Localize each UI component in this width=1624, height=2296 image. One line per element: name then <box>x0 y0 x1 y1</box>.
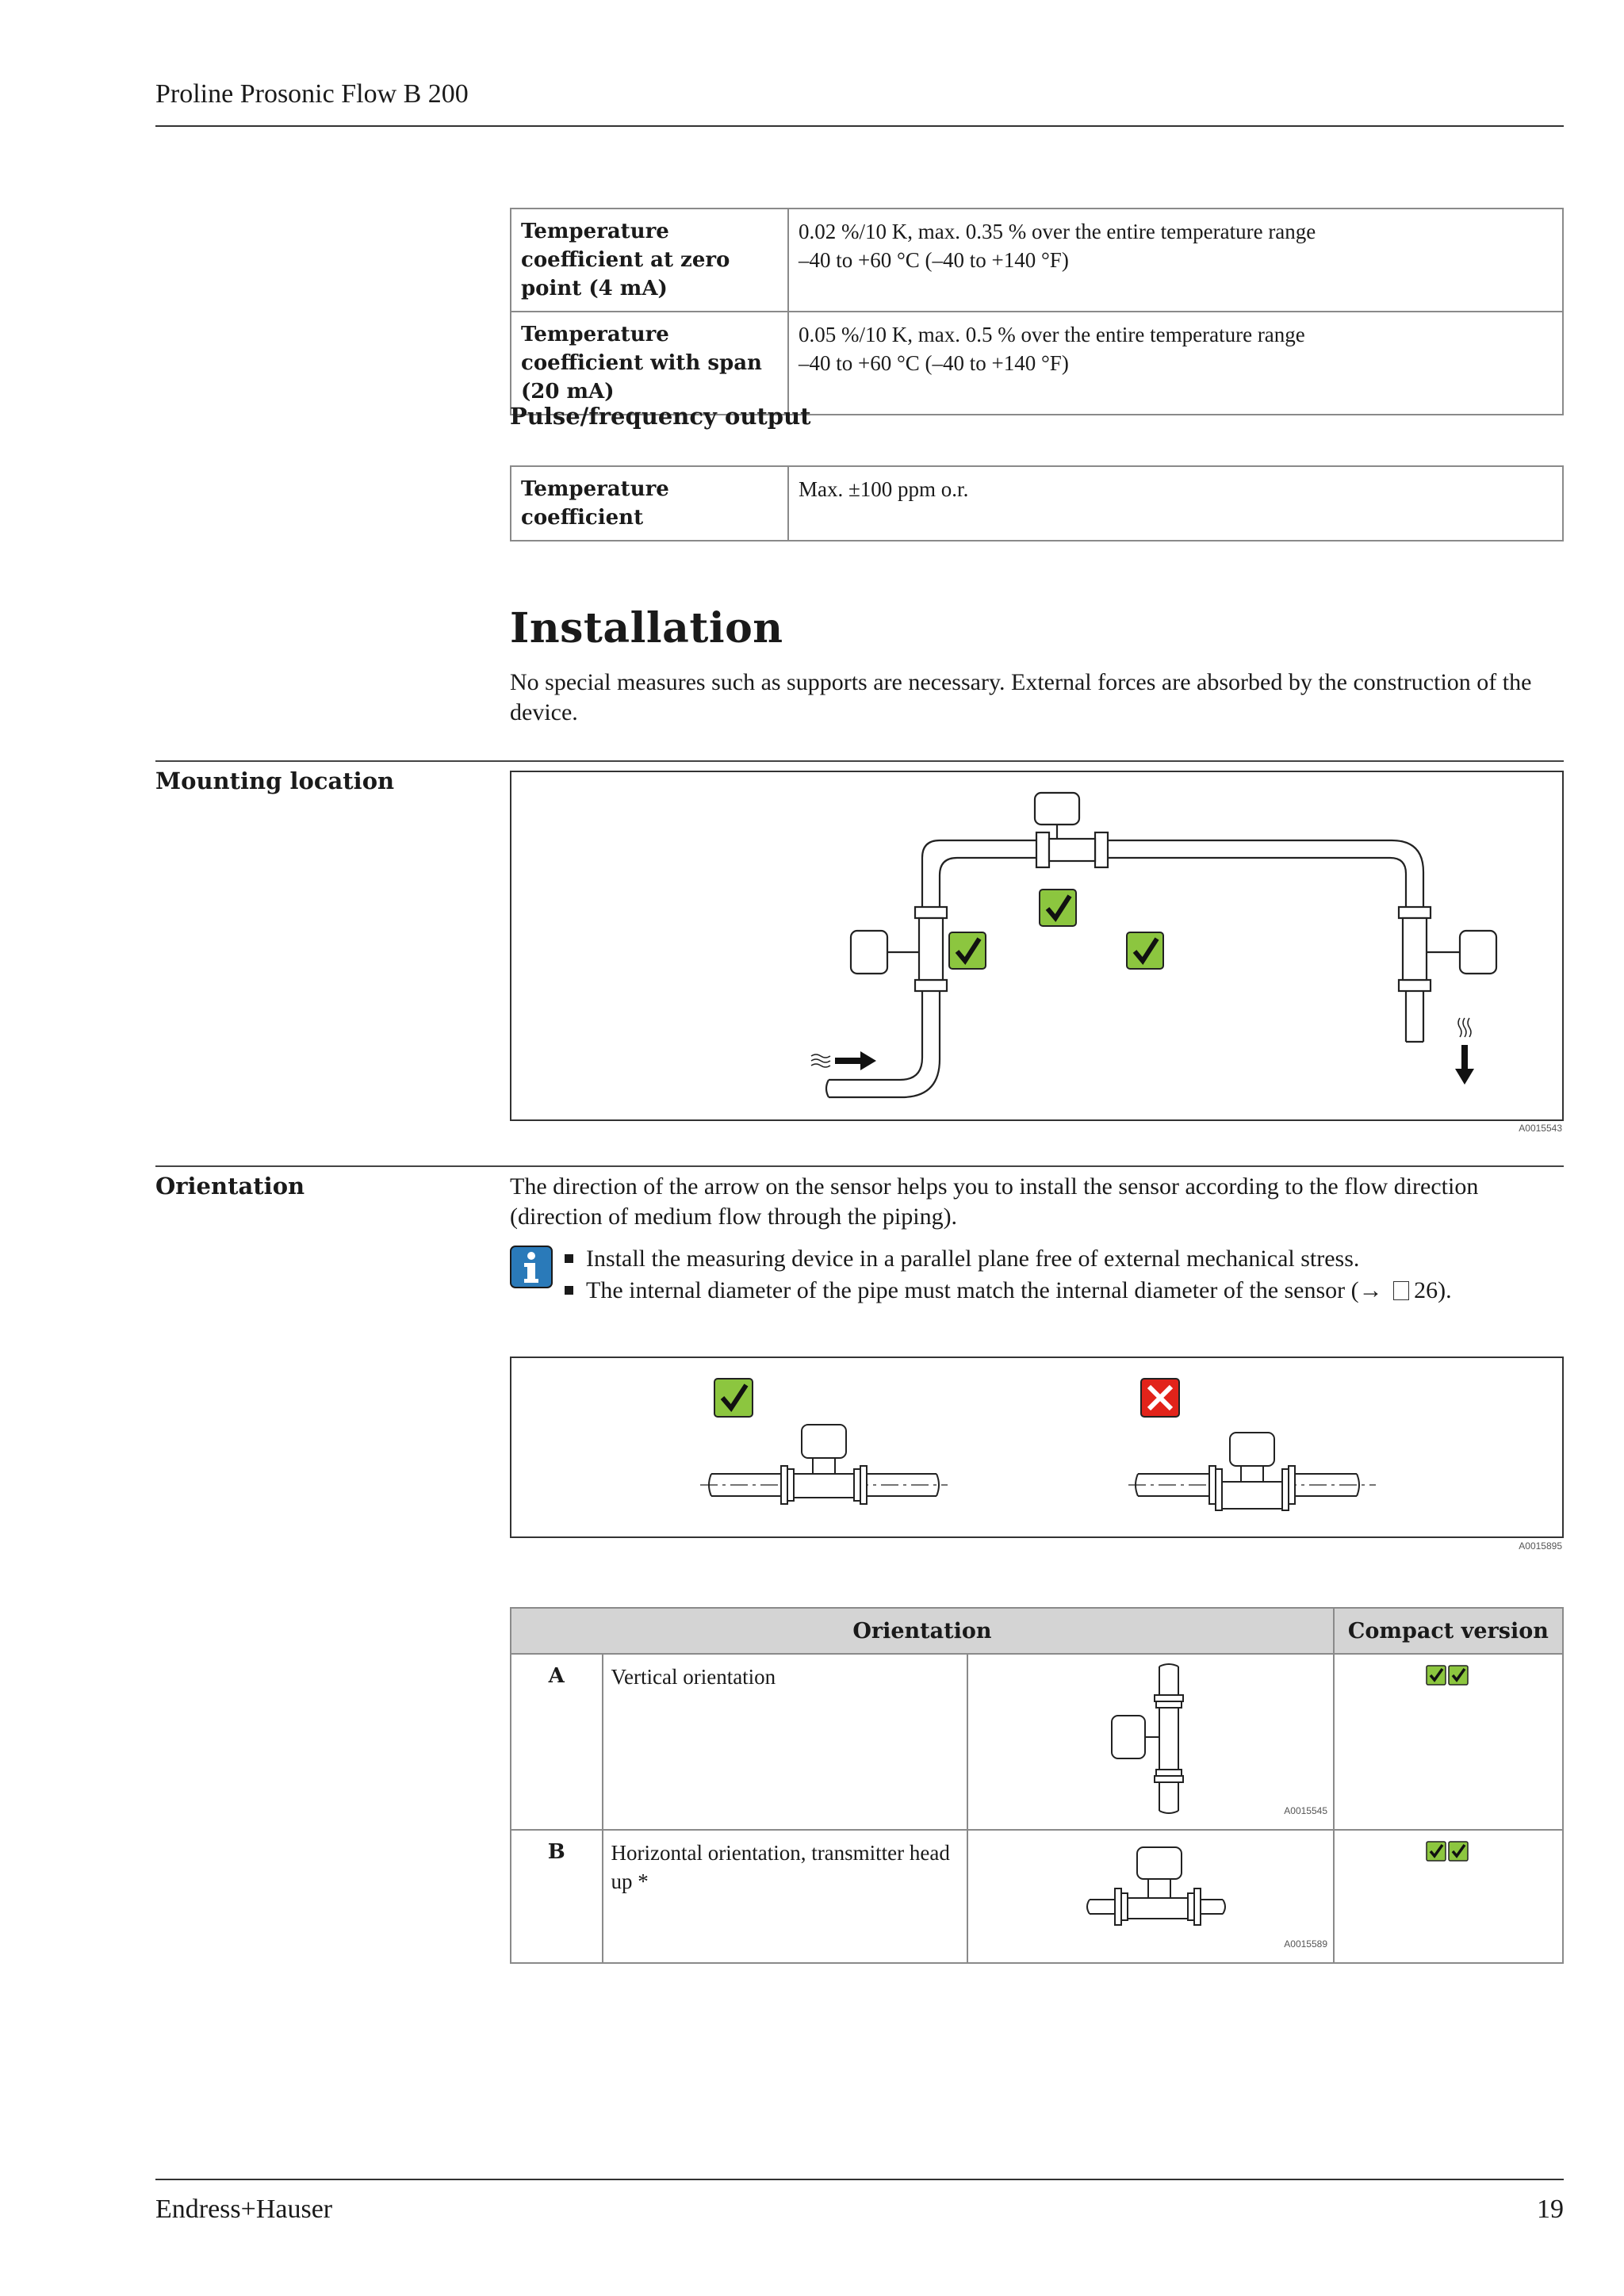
table-header-row <box>511 1608 1563 1654</box>
running-header-title: Proline Prosonic Flow B 200 <box>155 79 469 109</box>
table-row <box>511 466 1563 541</box>
column-header-orientation: Orientation <box>511 1608 1334 1654</box>
pulse-output-heading: Pulse/frequency output <box>510 403 811 430</box>
row-figure <box>967 1830 1334 1963</box>
double-check-icon <box>1425 1840 1471 1862</box>
page-icon <box>1393 1281 1409 1300</box>
info-icon <box>510 1246 553 1288</box>
list-item <box>565 1246 1359 1272</box>
bullet-text: Install the measuring device in a parallel plane free of external mechanical stress. <box>586 1246 1360 1272</box>
figure-code: A0015895 <box>1519 1540 1562 1552</box>
spec-value-line: 0.02 %/10 K, max. 0.35 % over the entire temperature range <box>799 220 1316 243</box>
table-row <box>511 312 1563 415</box>
row-figure <box>967 1654 1334 1830</box>
check-icon <box>714 1379 753 1417</box>
orientation-diagram <box>511 1358 1562 1536</box>
pulse-output-spec-table <box>510 465 1564 541</box>
row-letter: B <box>511 1830 603 1963</box>
spec-value-line: –40 to +60 °C (–40 to +140 °F) <box>799 351 1069 375</box>
bullet-icon <box>565 1286 573 1295</box>
current-output-spec-table <box>510 208 1564 415</box>
table-row <box>511 209 1563 312</box>
header-rule <box>155 125 1564 127</box>
mounting-location-figure <box>510 771 1564 1121</box>
compact-version-rating <box>1334 1654 1563 1830</box>
orientation-figure <box>510 1357 1564 1538</box>
row-description: Vertical orientation <box>603 1654 967 1830</box>
page-number: 19 <box>1537 2195 1564 2224</box>
footer-brand: Endress+Hauser <box>155 2195 333 2224</box>
spec-label: Temperature coefficient at zero point (4 mA) <box>511 209 788 312</box>
vertical-orientation-diagram <box>969 1655 1332 1825</box>
horizontal-orientation-diagram <box>969 1831 1332 1958</box>
table-row <box>511 1654 1563 1830</box>
mounting-location-label: Mounting location <box>155 767 395 794</box>
column-header-compact-version: Compact version <box>1334 1608 1563 1654</box>
cross-icon <box>1141 1379 1179 1417</box>
section-rule <box>155 1165 1564 1167</box>
figure-code: A0015589 <box>1284 1938 1327 1950</box>
ref-suffix: ). <box>1438 1277 1452 1303</box>
orientation-text: The direction of the arrow on the sensor helps you to install the sensor according to the flow direction (direction of medium flow through the piping). <box>510 1173 1479 1230</box>
figure-code: A0015545 <box>1284 1805 1327 1816</box>
page-reference[interactable]: 26 <box>1414 1277 1438 1303</box>
row-letter: A <box>511 1654 603 1830</box>
check-icon <box>1127 932 1163 969</box>
spec-value: Max. ±100 ppm o.r. <box>788 466 1563 541</box>
figure-code: A0015543 <box>1519 1123 1562 1134</box>
row-description: Horizontal orientation, transmitter head up * <box>603 1830 967 1963</box>
check-icon <box>949 932 986 969</box>
double-check-icon <box>1425 1664 1471 1686</box>
list-item <box>565 1277 1452 1304</box>
orientation-table <box>510 1607 1564 1964</box>
mounting-location-diagram <box>511 772 1562 1119</box>
footer-rule <box>155 2179 1564 2180</box>
bullet-icon <box>565 1254 573 1263</box>
spec-value <box>788 312 1563 415</box>
bullet-text: The internal diameter of the pipe must match the internal diameter of the sensor (→ <box>586 1277 1389 1303</box>
compact-version-rating <box>1334 1830 1563 1963</box>
spec-label: Temperature coefficient <box>511 466 788 541</box>
table-row <box>511 1830 1563 1963</box>
spec-label: Temperature coefficient with span (20 mA) <box>511 312 788 415</box>
installation-heading: Installation <box>510 604 783 652</box>
orientation-label: Orientation <box>155 1173 305 1200</box>
spec-value-line: 0.05 %/10 K, max. 0.5 % over the entire temperature range <box>799 323 1305 346</box>
check-icon <box>1040 890 1076 926</box>
section-rule <box>155 760 1564 762</box>
spec-value-line: –40 to +60 °C (–40 to +140 °F) <box>799 248 1069 272</box>
installation-text: No special measures such as supports are necessary. External forces are absorbed by the construction of the device. <box>510 669 1532 725</box>
spec-value <box>788 209 1563 312</box>
